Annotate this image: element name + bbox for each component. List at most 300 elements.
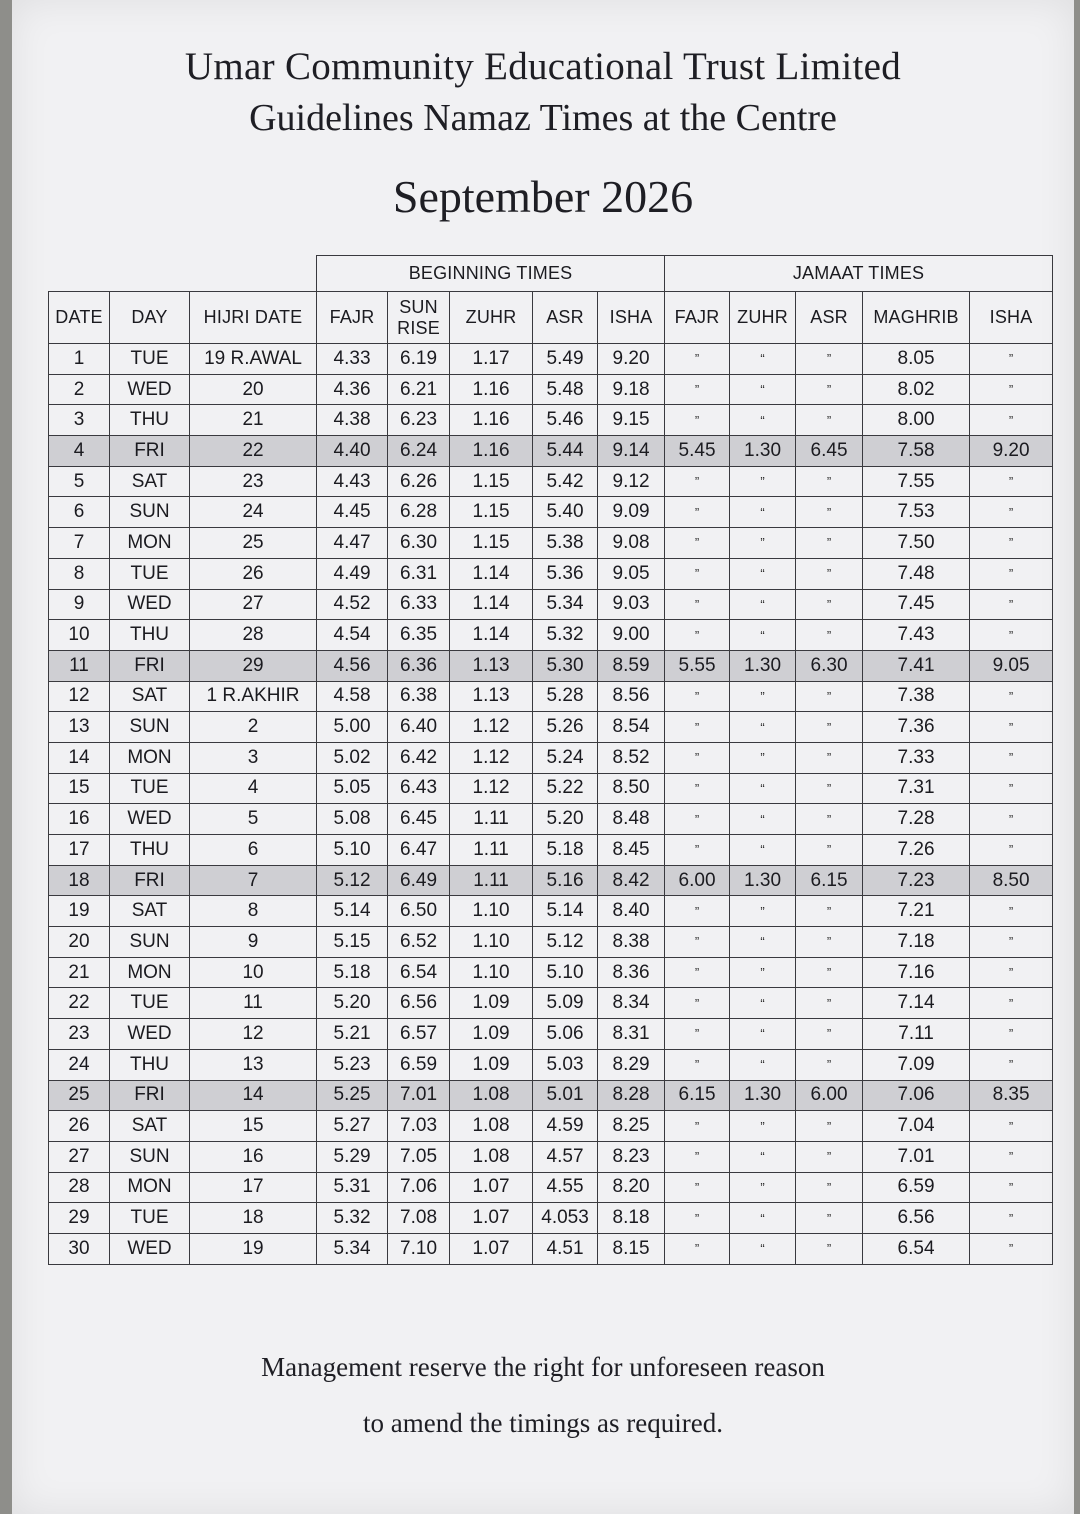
date-cell: 18 xyxy=(49,865,110,896)
sunrise-cell: 6.42 xyxy=(388,742,450,773)
sunrise-cell: 6.59 xyxy=(388,1049,450,1080)
sunrise-cell: 7.05 xyxy=(388,1141,450,1172)
zuhr-cell: 1.10 xyxy=(450,896,533,927)
sunrise-cell: 6.28 xyxy=(388,497,450,528)
hijri-date-cell: 3 xyxy=(190,742,317,773)
table-row xyxy=(49,1172,1053,1203)
jamaat-asr-cell: 6.30 xyxy=(796,650,863,681)
hijri-date-cell: 5 xyxy=(190,804,317,835)
table-row xyxy=(49,374,1053,405)
isha-cell: 8.40 xyxy=(598,896,665,927)
col-hijri-date: HIJRI DATE xyxy=(190,292,317,344)
day-cell: TUE xyxy=(110,344,190,375)
asr-cell: 5.34 xyxy=(533,589,598,620)
isha-cell: 9.18 xyxy=(598,374,665,405)
sunrise-cell: 7.06 xyxy=(388,1172,450,1203)
jamaat-fajr-cell: ” xyxy=(665,927,730,958)
fajr-cell: 5.31 xyxy=(317,1172,388,1203)
asr-cell: 5.03 xyxy=(533,1049,598,1080)
sunrise-cell: 6.38 xyxy=(388,681,450,712)
isha-cell: 9.15 xyxy=(598,405,665,436)
jamaat-fajr-cell: ” xyxy=(665,497,730,528)
hijri-date-cell: 23 xyxy=(190,466,317,497)
day-cell: SUN xyxy=(110,927,190,958)
day-cell: TUE xyxy=(110,773,190,804)
sunrise-cell: 6.30 xyxy=(388,528,450,559)
date-cell: 14 xyxy=(49,742,110,773)
zuhr-cell: 1.07 xyxy=(450,1203,533,1234)
day-cell: TUE xyxy=(110,988,190,1019)
jamaat-isha-cell: 8.35 xyxy=(970,1080,1053,1111)
column-header-row xyxy=(49,292,1053,344)
jamaat-zuhr-cell: “ xyxy=(730,1203,796,1234)
jamaat-maghrib-cell: 7.55 xyxy=(863,466,970,497)
date-cell: 22 xyxy=(49,988,110,1019)
sunrise-cell: 6.36 xyxy=(388,650,450,681)
hijri-date-cell: 21 xyxy=(190,405,317,436)
jamaat-asr-cell: 6.00 xyxy=(796,1080,863,1111)
fajr-cell: 5.15 xyxy=(317,927,388,958)
zuhr-cell: 1.09 xyxy=(450,988,533,1019)
hijri-date-cell: 26 xyxy=(190,558,317,589)
date-cell: 10 xyxy=(49,620,110,651)
jamaat-isha-cell: 9.20 xyxy=(970,436,1053,467)
jamaat-asr-cell: ” xyxy=(796,558,863,589)
asr-cell: 5.42 xyxy=(533,466,598,497)
date-cell: 25 xyxy=(49,1080,110,1111)
hijri-date-cell: 10 xyxy=(190,957,317,988)
date-cell: 3 xyxy=(49,405,110,436)
jamaat-fajr-cell: ” xyxy=(665,1049,730,1080)
jamaat-zuhr-cell: “ xyxy=(730,405,796,436)
asr-cell: 5.36 xyxy=(533,558,598,589)
fajr-cell: 5.21 xyxy=(317,1019,388,1050)
jamaat-asr-cell: ” xyxy=(796,405,863,436)
jamaat-maghrib-cell: 6.59 xyxy=(863,1172,970,1203)
jamaat-maghrib-cell: 8.02 xyxy=(863,374,970,405)
zuhr-cell: 1.11 xyxy=(450,835,533,866)
sunrise-cell: 6.50 xyxy=(388,896,450,927)
jamaat-isha-cell: ” xyxy=(970,1049,1053,1080)
date-cell: 30 xyxy=(49,1233,110,1264)
jamaat-zuhr-cell: “ xyxy=(730,804,796,835)
jamaat-fajr-cell: ” xyxy=(665,681,730,712)
hijri-date-cell: 19 R.AWAL xyxy=(190,344,317,375)
hijri-date-cell: 4 xyxy=(190,773,317,804)
jamaat-fajr-cell: ” xyxy=(665,712,730,743)
zuhr-cell: 1.17 xyxy=(450,344,533,375)
jamaat-maghrib-cell: 7.45 xyxy=(863,589,970,620)
jamaat-zuhr-cell: “ xyxy=(730,1019,796,1050)
jamaat-fajr-cell: ” xyxy=(665,1019,730,1050)
zuhr-cell: 1.15 xyxy=(450,497,533,528)
sunrise-cell: 6.47 xyxy=(388,835,450,866)
zuhr-cell: 1.16 xyxy=(450,374,533,405)
day-cell: WED xyxy=(110,589,190,620)
table-row xyxy=(49,1019,1053,1050)
hijri-date-cell: 13 xyxy=(190,1049,317,1080)
day-cell: WED xyxy=(110,1019,190,1050)
sunrise-cell: 7.01 xyxy=(388,1080,450,1111)
fajr-cell: 5.10 xyxy=(317,835,388,866)
table-row xyxy=(49,344,1053,375)
hijri-date-cell: 1 R.AKHIR xyxy=(190,681,317,712)
table-row xyxy=(49,957,1053,988)
hijri-date-cell: 29 xyxy=(190,650,317,681)
hijri-date-cell: 8 xyxy=(190,896,317,927)
zuhr-cell: 1.13 xyxy=(450,681,533,712)
table-row xyxy=(49,1111,1053,1142)
jamaat-maghrib-cell: 7.16 xyxy=(863,957,970,988)
fajr-cell: 5.34 xyxy=(317,1233,388,1264)
isha-cell: 9.12 xyxy=(598,466,665,497)
asr-cell: 5.26 xyxy=(533,712,598,743)
jamaat-zuhr-cell: 1.30 xyxy=(730,1080,796,1111)
jamaat-zuhr-cell: 1.30 xyxy=(730,865,796,896)
day-cell: FRI xyxy=(110,436,190,467)
hijri-date-cell: 24 xyxy=(190,497,317,528)
jamaat-asr-cell: ” xyxy=(796,988,863,1019)
isha-cell: 8.56 xyxy=(598,681,665,712)
fajr-cell: 5.05 xyxy=(317,773,388,804)
isha-cell: 8.59 xyxy=(598,650,665,681)
zuhr-cell: 1.14 xyxy=(450,620,533,651)
jamaat-maghrib-cell: 7.11 xyxy=(863,1019,970,1050)
jamaat-zuhr-cell: “ xyxy=(730,1141,796,1172)
jamaat-asr-cell: ” xyxy=(796,589,863,620)
jamaat-fajr-cell: 6.15 xyxy=(665,1080,730,1111)
date-cell: 16 xyxy=(49,804,110,835)
table-row xyxy=(49,773,1053,804)
date-cell: 9 xyxy=(49,589,110,620)
col-jamaat-fajr: FAJR xyxy=(665,292,730,344)
table-row xyxy=(49,1203,1053,1234)
jamaat-isha-cell: ” xyxy=(970,558,1053,589)
asr-cell: 5.28 xyxy=(533,681,598,712)
jamaat-maghrib-cell: 7.53 xyxy=(863,497,970,528)
jamaat-asr-cell: ” xyxy=(796,927,863,958)
jamaat-isha-cell: ” xyxy=(970,773,1053,804)
sunrise-cell: 6.33 xyxy=(388,589,450,620)
hijri-date-cell: 12 xyxy=(190,1019,317,1050)
jamaat-fajr-cell: ” xyxy=(665,1172,730,1203)
fajr-cell: 5.08 xyxy=(317,804,388,835)
day-cell: FRI xyxy=(110,1080,190,1111)
jamaat-maghrib-cell: 7.31 xyxy=(863,773,970,804)
day-cell: SAT xyxy=(110,1111,190,1142)
timetable-sheet xyxy=(12,0,1074,1514)
sunrise-cell: 6.49 xyxy=(388,865,450,896)
asr-cell: 4.51 xyxy=(533,1233,598,1264)
table-row xyxy=(49,650,1053,681)
sunrise-cell: 6.24 xyxy=(388,436,450,467)
zuhr-cell: 1.09 xyxy=(450,1019,533,1050)
jamaat-asr-cell: 6.45 xyxy=(796,436,863,467)
asr-cell: 5.10 xyxy=(533,957,598,988)
jamaat-isha-cell: ” xyxy=(970,957,1053,988)
sunrise-cell: 6.23 xyxy=(388,405,450,436)
jamaat-maghrib-cell: 7.36 xyxy=(863,712,970,743)
isha-cell: 8.18 xyxy=(598,1203,665,1234)
jamaat-asr-cell: ” xyxy=(796,1203,863,1234)
date-cell: 24 xyxy=(49,1049,110,1080)
jamaat-isha-cell: ” xyxy=(970,712,1053,743)
table-row xyxy=(49,835,1053,866)
col-day: DAY xyxy=(110,292,190,344)
jamaat-maghrib-cell: 7.28 xyxy=(863,804,970,835)
jamaat-isha-cell: ” xyxy=(970,466,1053,497)
jamaat-asr-cell: ” xyxy=(796,1233,863,1264)
table-row xyxy=(49,865,1053,896)
fajr-cell: 4.38 xyxy=(317,405,388,436)
asr-cell: 5.40 xyxy=(533,497,598,528)
jamaat-fajr-cell: ” xyxy=(665,374,730,405)
hijri-date-cell: 27 xyxy=(190,589,317,620)
sunrise-cell: 6.21 xyxy=(388,374,450,405)
jamaat-fajr-cell: 6.00 xyxy=(665,865,730,896)
hijri-date-cell: 14 xyxy=(190,1080,317,1111)
hijri-date-cell: 22 xyxy=(190,436,317,467)
jamaat-isha-cell: ” xyxy=(970,1233,1053,1264)
jamaat-isha-cell: ” xyxy=(970,1203,1053,1234)
jamaat-zuhr-cell: “ xyxy=(730,589,796,620)
hijri-date-cell: 15 xyxy=(190,1111,317,1142)
jamaat-isha-cell: ” xyxy=(970,1019,1053,1050)
jamaat-fajr-cell: ” xyxy=(665,835,730,866)
jamaat-zuhr-cell: “ xyxy=(730,927,796,958)
jamaat-fajr-cell: ” xyxy=(665,773,730,804)
day-cell: MON xyxy=(110,742,190,773)
zuhr-cell: 1.12 xyxy=(450,742,533,773)
day-cell: FRI xyxy=(110,865,190,896)
sunrise-cell: 6.43 xyxy=(388,773,450,804)
isha-cell: 8.36 xyxy=(598,957,665,988)
isha-cell: 9.00 xyxy=(598,620,665,651)
asr-cell: 5.44 xyxy=(533,436,598,467)
jamaat-asr-cell: ” xyxy=(796,466,863,497)
isha-cell: 8.54 xyxy=(598,712,665,743)
jamaat-zuhr-cell: “ xyxy=(730,344,796,375)
date-cell: 26 xyxy=(49,1111,110,1142)
jamaat-isha-cell: ” xyxy=(970,1111,1053,1142)
fajr-cell: 4.36 xyxy=(317,374,388,405)
day-cell: SAT xyxy=(110,466,190,497)
asr-cell: 5.09 xyxy=(533,988,598,1019)
jamaat-maghrib-cell: 7.50 xyxy=(863,528,970,559)
date-cell: 15 xyxy=(49,773,110,804)
jamaat-zuhr-cell: “ xyxy=(730,1049,796,1080)
jamaat-asr-cell: ” xyxy=(796,344,863,375)
col-date: DATE xyxy=(49,292,110,344)
jamaat-asr-cell: ” xyxy=(796,1019,863,1050)
asr-cell: 5.12 xyxy=(533,927,598,958)
hijri-date-cell: 25 xyxy=(190,528,317,559)
asr-cell: 5.38 xyxy=(533,528,598,559)
jamaat-zuhr-cell: “ xyxy=(730,497,796,528)
isha-cell: 8.29 xyxy=(598,1049,665,1080)
table-row xyxy=(49,681,1053,712)
jamaat-maghrib-cell: 7.48 xyxy=(863,558,970,589)
jamaat-fajr-cell: ” xyxy=(665,804,730,835)
asr-cell: 5.49 xyxy=(533,344,598,375)
jamaat-zuhr-cell: “ xyxy=(730,835,796,866)
fajr-cell: 4.47 xyxy=(317,528,388,559)
month-heading: September 2026 xyxy=(392,171,694,222)
sunrise-cell: 7.08 xyxy=(388,1203,450,1234)
jamaat-zuhr-cell: 1.30 xyxy=(730,436,796,467)
isha-cell: 8.38 xyxy=(598,927,665,958)
day-cell: MON xyxy=(110,528,190,559)
date-cell: 21 xyxy=(49,957,110,988)
isha-cell: 9.14 xyxy=(598,436,665,467)
date-cell: 17 xyxy=(49,835,110,866)
table-row xyxy=(49,804,1053,835)
asr-cell: 5.14 xyxy=(533,896,598,927)
isha-cell: 9.03 xyxy=(598,589,665,620)
col-fajr: FAJR xyxy=(317,292,388,344)
table-row xyxy=(49,589,1053,620)
day-cell: THU xyxy=(110,405,190,436)
jamaat-maghrib-cell: 7.38 xyxy=(863,681,970,712)
jamaat-asr-cell: ” xyxy=(796,1172,863,1203)
jamaat-fajr-cell: 5.45 xyxy=(665,436,730,467)
hijri-date-cell: 16 xyxy=(190,1141,317,1172)
day-cell: THU xyxy=(110,620,190,651)
col-sunrise-line2: RISE xyxy=(397,317,440,338)
zuhr-cell: 1.09 xyxy=(450,1049,533,1080)
fajr-cell: 5.32 xyxy=(317,1203,388,1234)
fajr-cell: 4.33 xyxy=(317,344,388,375)
jamaat-zuhr-cell: ” xyxy=(730,742,796,773)
col-asr: ASR xyxy=(533,292,598,344)
isha-cell: 8.25 xyxy=(598,1111,665,1142)
day-cell: TUE xyxy=(110,558,190,589)
jamaat-asr-cell: ” xyxy=(796,681,863,712)
date-cell: 8 xyxy=(49,558,110,589)
isha-cell: 8.52 xyxy=(598,742,665,773)
beginning-times-header: BEGINNING TIMES xyxy=(317,256,665,292)
asr-cell: 4.55 xyxy=(533,1172,598,1203)
fajr-cell: 5.29 xyxy=(317,1141,388,1172)
jamaat-fajr-cell: ” xyxy=(665,1233,730,1264)
hijri-date-cell: 17 xyxy=(190,1172,317,1203)
hijri-date-cell: 20 xyxy=(190,374,317,405)
jamaat-isha-cell: ” xyxy=(970,927,1053,958)
fajr-cell: 5.00 xyxy=(317,712,388,743)
zuhr-cell: 1.12 xyxy=(450,773,533,804)
namaz-timetable xyxy=(48,255,1053,1265)
sunrise-cell: 7.03 xyxy=(388,1111,450,1142)
jamaat-zuhr-cell: “ xyxy=(730,620,796,651)
isha-cell: 8.50 xyxy=(598,773,665,804)
table-row xyxy=(49,466,1053,497)
jamaat-asr-cell: ” xyxy=(796,896,863,927)
table-row xyxy=(49,528,1053,559)
date-cell: 1 xyxy=(49,344,110,375)
jamaat-maghrib-cell: 7.41 xyxy=(863,650,970,681)
jamaat-maghrib-cell: 7.01 xyxy=(863,1141,970,1172)
zuhr-cell: 1.10 xyxy=(450,927,533,958)
table-row xyxy=(49,896,1053,927)
jamaat-fajr-cell: 5.55 xyxy=(665,650,730,681)
day-cell: SUN xyxy=(110,1141,190,1172)
jamaat-zuhr-cell: ” xyxy=(730,528,796,559)
date-cell: 7 xyxy=(49,528,110,559)
fajr-cell: 4.56 xyxy=(317,650,388,681)
date-cell: 5 xyxy=(49,466,110,497)
day-cell: TUE xyxy=(110,1203,190,1234)
jamaat-asr-cell: ” xyxy=(796,374,863,405)
sunrise-cell: 6.45 xyxy=(388,804,450,835)
jamaat-maghrib-cell: 7.43 xyxy=(863,620,970,651)
isha-cell: 9.08 xyxy=(598,528,665,559)
sunrise-cell: 6.26 xyxy=(388,466,450,497)
isha-cell: 8.28 xyxy=(598,1080,665,1111)
timetable-body xyxy=(49,344,1053,1265)
organisation-title: Umar Community Educational Trust Limited xyxy=(184,45,902,88)
blank-cell xyxy=(49,256,317,292)
jamaat-asr-cell: ” xyxy=(796,742,863,773)
day-cell: SAT xyxy=(110,896,190,927)
sunrise-cell: 6.54 xyxy=(388,957,450,988)
zuhr-cell: 1.13 xyxy=(450,650,533,681)
jamaat-zuhr-cell: “ xyxy=(730,988,796,1019)
jamaat-zuhr-cell: “ xyxy=(730,1233,796,1264)
zuhr-cell: 1.11 xyxy=(450,804,533,835)
asr-cell: 5.46 xyxy=(533,405,598,436)
asr-cell: 5.16 xyxy=(533,865,598,896)
jamaat-isha-cell: ” xyxy=(970,681,1053,712)
hijri-date-cell: 11 xyxy=(190,988,317,1019)
fajr-cell: 5.27 xyxy=(317,1111,388,1142)
isha-cell: 8.20 xyxy=(598,1172,665,1203)
zuhr-cell: 1.15 xyxy=(450,466,533,497)
table-row xyxy=(49,620,1053,651)
table-row xyxy=(49,927,1053,958)
date-cell: 20 xyxy=(49,927,110,958)
jamaat-fajr-cell: ” xyxy=(665,957,730,988)
asr-cell: 5.18 xyxy=(533,835,598,866)
table-row xyxy=(49,1080,1053,1111)
jamaat-isha-cell: ” xyxy=(970,405,1053,436)
hijri-date-cell: 2 xyxy=(190,712,317,743)
col-jamaat-isha: ISHA xyxy=(970,292,1053,344)
zuhr-cell: 1.14 xyxy=(450,558,533,589)
jamaat-isha-cell: ” xyxy=(970,988,1053,1019)
jamaat-isha-cell: 8.50 xyxy=(970,865,1053,896)
table-row xyxy=(49,712,1053,743)
jamaat-fajr-cell: ” xyxy=(665,742,730,773)
jamaat-maghrib-cell: 6.56 xyxy=(863,1203,970,1234)
date-cell: 4 xyxy=(49,436,110,467)
jamaat-zuhr-cell: ” xyxy=(730,681,796,712)
isha-cell: 8.15 xyxy=(598,1233,665,1264)
zuhr-cell: 1.08 xyxy=(450,1080,533,1111)
sunrise-cell: 6.56 xyxy=(388,988,450,1019)
jamaat-fajr-cell: ” xyxy=(665,620,730,651)
jamaat-asr-cell: ” xyxy=(796,957,863,988)
zuhr-cell: 1.08 xyxy=(450,1141,533,1172)
zuhr-cell: 1.14 xyxy=(450,589,533,620)
table-row xyxy=(49,1141,1053,1172)
isha-cell: 9.09 xyxy=(598,497,665,528)
jamaat-maghrib-cell: 7.58 xyxy=(863,436,970,467)
date-cell: 12 xyxy=(49,681,110,712)
hijri-date-cell: 6 xyxy=(190,835,317,866)
jamaat-isha-cell: ” xyxy=(970,804,1053,835)
isha-cell: 8.23 xyxy=(598,1141,665,1172)
isha-cell: 8.48 xyxy=(598,804,665,835)
